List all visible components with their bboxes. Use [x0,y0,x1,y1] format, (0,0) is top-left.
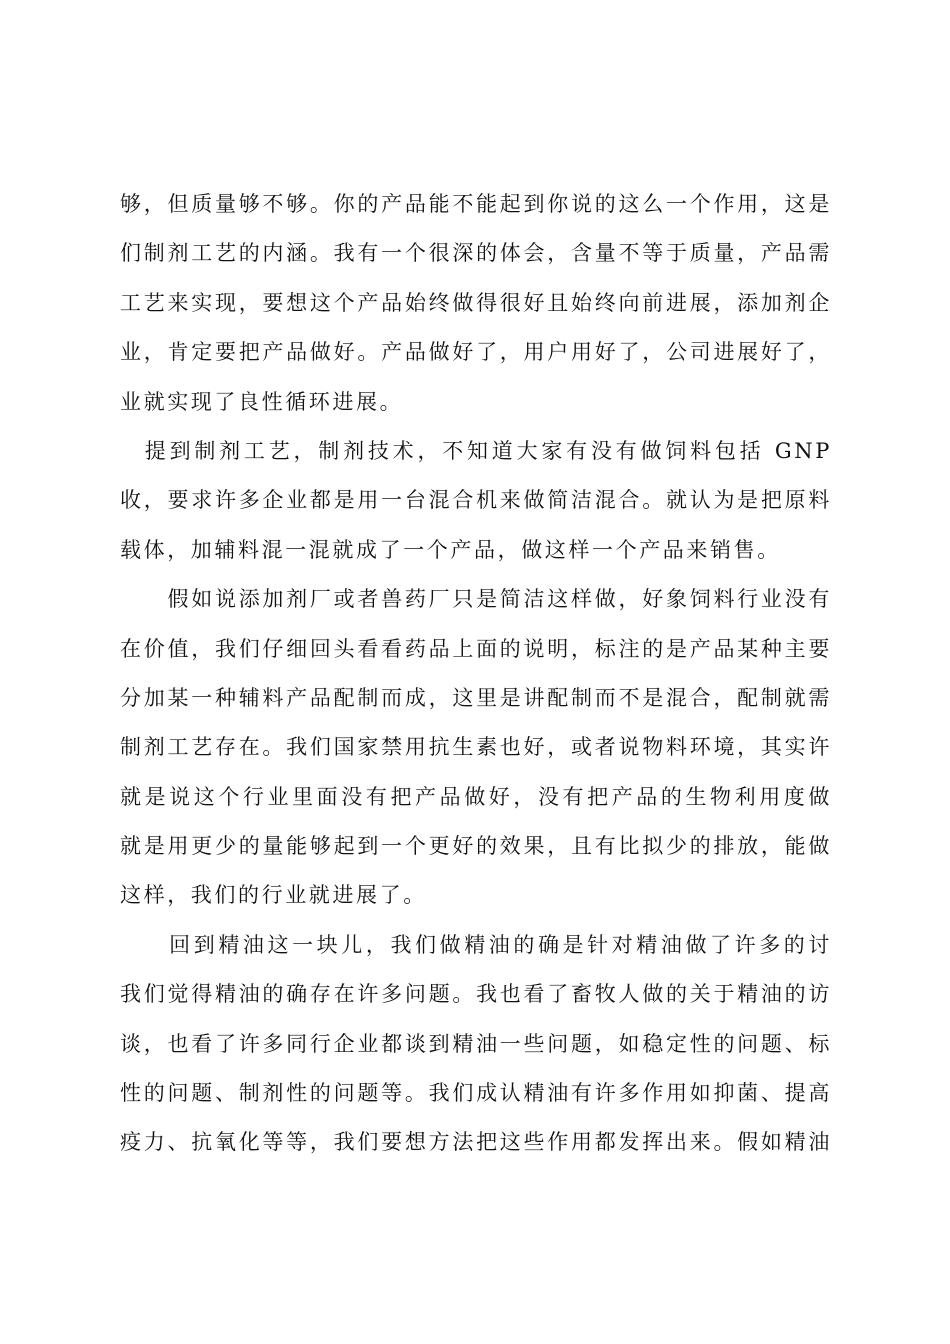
paragraph-4 [120,921,832,1168]
text-line: 在价值，我们仔细回头看看药品上面的说明，标注的是产品某种主要 [120,636,832,661]
text-line: 回到精油这一块儿，我们做精油的确是针对精油做了许多的讨 [169,932,832,957]
text-line: 载体，加辅料混一混就成了一个产品，做这样一个产品来销售。 [120,537,781,562]
text-line: 制剂工艺存在。我们国家禁用抗生素也好，或者说物料环境，其实许 [120,735,832,760]
paragraph-3 [120,575,832,921]
body-text [120,180,832,1168]
text-line: 就是用更少的量能够起到一个更好的效果，且有比拟少的排放，能做 [120,834,832,859]
text-line: 们制剂工艺的内涵。我有一个很深的体会，含量不等于质量，产品需 [120,241,832,266]
text-line: 这样，我们的行业就进展了。 [120,883,427,908]
text-line: 性的问题、制剂性的问题等。我们成认精油有许多作用如抑菌、提高 [120,1081,832,1106]
text-line: 够，但质量够不够。你的产品能不能起到你说的这么一个作用，这是 [120,192,832,216]
text-line: 就是说这个行业里面没有把产品做好，没有把产品的生物利用度做 [120,784,832,809]
text-line: 谈，也看了许多同行企业都谈到精油一些问题，如稳定性的问题、标 [120,1031,832,1056]
paragraph-2 [120,427,832,575]
text-line: 我们觉得精油的确存在许多问题。我也看了畜牧人做的关于精油的访 [120,982,832,1007]
text-line: 业，肯定要把产品做好。产品做好了，用户用好了，公司进展好了， [120,340,832,365]
text-line: 分加某一种辅料产品配制而成，这里是讲配制而不是混合，配制就需 [120,685,832,710]
text-line: 业就实现了良性循环进展。 [120,389,404,414]
paragraph-1 [120,180,832,427]
text-line: 提到制剂工艺，制剂技术，不知道大家有没有做饲料包括 GNP [144,438,832,463]
text-line: 假如说添加剂厂或者兽药厂只是简洁这样做，好象饲料行业没有 [167,587,832,612]
text-line: 疫力、抗氧化等等，我们要想方法把这些作用都发挥出来。假如精油 [120,1130,832,1155]
text-line: 工艺来实现，要想这个产品始终做得很好且始终向前进展，添加剂企 [120,290,832,315]
text-line: 收，要求许多企业都是用一台混合机来做简洁混合。就认为是把原料 [120,488,832,513]
